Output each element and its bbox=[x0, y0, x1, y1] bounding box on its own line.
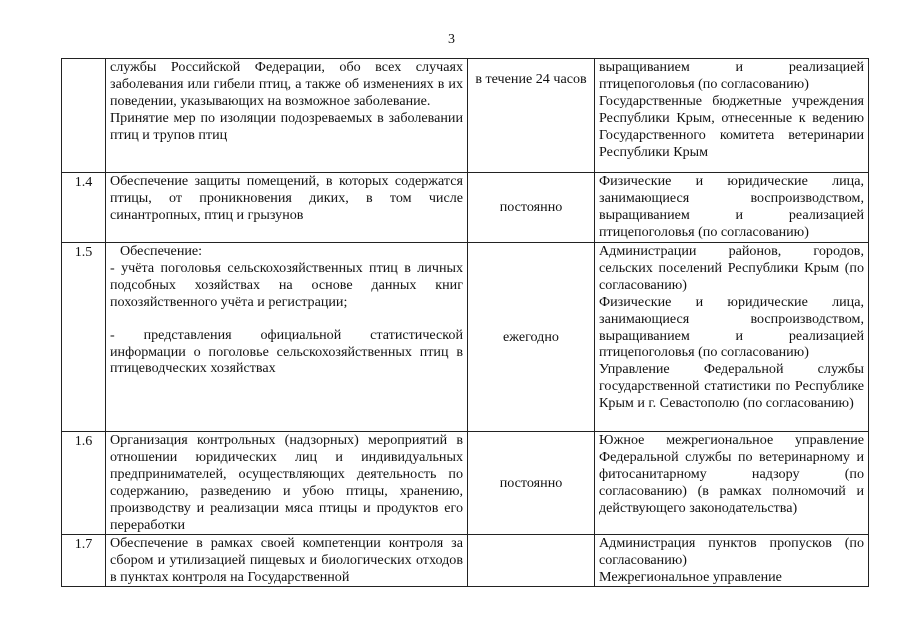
action-text: Принятие мер по изоляции подозреваемых в заболевании птиц и трупов птиц bbox=[110, 109, 463, 143]
table-row bbox=[62, 243, 869, 432]
responsible-cell bbox=[595, 243, 869, 432]
responsible-text: Государственные бюджетные учреждения Республики Крым, отнесенные к ведению Государственного комитета ветеринарии Республики Крым bbox=[599, 92, 864, 160]
page-number: 3 bbox=[448, 32, 455, 47]
action-cell bbox=[106, 59, 468, 173]
term-cell: ежегодно bbox=[468, 243, 595, 432]
term-cell: постоянно bbox=[468, 173, 595, 243]
responsible-cell bbox=[595, 59, 869, 173]
table-row bbox=[62, 535, 869, 587]
action-cell bbox=[106, 243, 468, 432]
table-row bbox=[62, 59, 869, 173]
responsible-text: выращиванием и реализацией птицепоголовья (по согласованию) bbox=[599, 59, 864, 92]
row-number: 1.6 bbox=[62, 432, 106, 535]
measures-table bbox=[61, 58, 869, 587]
responsible-text: Физические и юридические лица, занимающиеся воспроизводством, выращиванием и реализацией птицепоголовья (по согласованию) bbox=[599, 293, 864, 361]
responsible-text: Управление Федеральной службы государственной статистики по Республике Крым и г. Севастополю (по согласованию) bbox=[599, 361, 864, 412]
responsible-text: Физические и юридические лица, занимающиеся воспроизводством, выращиванием и реализацией птицепоголовья (по согласованию) bbox=[599, 173, 864, 240]
action-text: Обеспечение защиты помещений, в которых содержатся птицы, от проникновения диких, в том числе синантропных, птиц и грызунов bbox=[110, 173, 463, 223]
term-cell: постоянно bbox=[468, 432, 595, 535]
action-cell bbox=[106, 432, 468, 535]
responsible-text: Администрации районов, городов, сельских поселений Республики Крым (по согласованию) bbox=[599, 243, 864, 293]
row-number: 1.7 bbox=[62, 535, 106, 587]
row-number: 1.5 bbox=[62, 243, 106, 432]
responsible-text: Администрация пунктов пропусков (по согласованию) bbox=[599, 535, 864, 568]
responsible-cell bbox=[595, 173, 869, 243]
row-number bbox=[62, 59, 106, 173]
term-cell bbox=[468, 535, 595, 587]
responsible-text: Межрегиональное управление bbox=[599, 568, 782, 585]
action-cell bbox=[106, 535, 468, 587]
table-row bbox=[62, 432, 869, 535]
responsible-text: Южное межрегиональное управление Федеральной службы по ветеринарному и фитосанитарному надзору (по согласованию) (в рамках полномочий и действующего законодательства) bbox=[599, 432, 864, 516]
action-text: - представления официальной статистической информации о поголовье сельскохозяйственных птиц в птицеводческих хозяйствах bbox=[110, 326, 463, 377]
term-cell: в течение 24 часов bbox=[468, 59, 595, 173]
action-text: службы Российской Федерации, обо всех случаях заболевания или гибели птиц, а также об изменениях в их поведении, указывающих на возможное заболевание. bbox=[110, 59, 463, 109]
row-number: 1.4 bbox=[62, 173, 106, 243]
action-text: Обеспечение: bbox=[120, 243, 203, 259]
responsible-cell bbox=[595, 432, 869, 535]
action-text: - учёта поголовья сельскохозяйственных птиц в личных подсобных хозяйствах на основе данных книг похозяйственного учёта и регистрации; bbox=[110, 259, 463, 310]
action-text: Организация контрольных (надзорных) мероприятий в отношении юридических лиц и индивидуальных предпринимателей, осуществляющих деятельность по содержанию, разведению и убою птицы, хранению, производству и реализации мяса птицы и продуктов его переработки bbox=[110, 432, 463, 533]
table-row bbox=[62, 173, 869, 243]
action-text: Обеспечение в рамках своей компетенции контроля за сбором и утилизацией пищевых и биологических отходов в пунктах контроля на Государственной bbox=[110, 535, 463, 585]
action-cell bbox=[106, 173, 468, 243]
responsible-cell bbox=[595, 535, 869, 587]
